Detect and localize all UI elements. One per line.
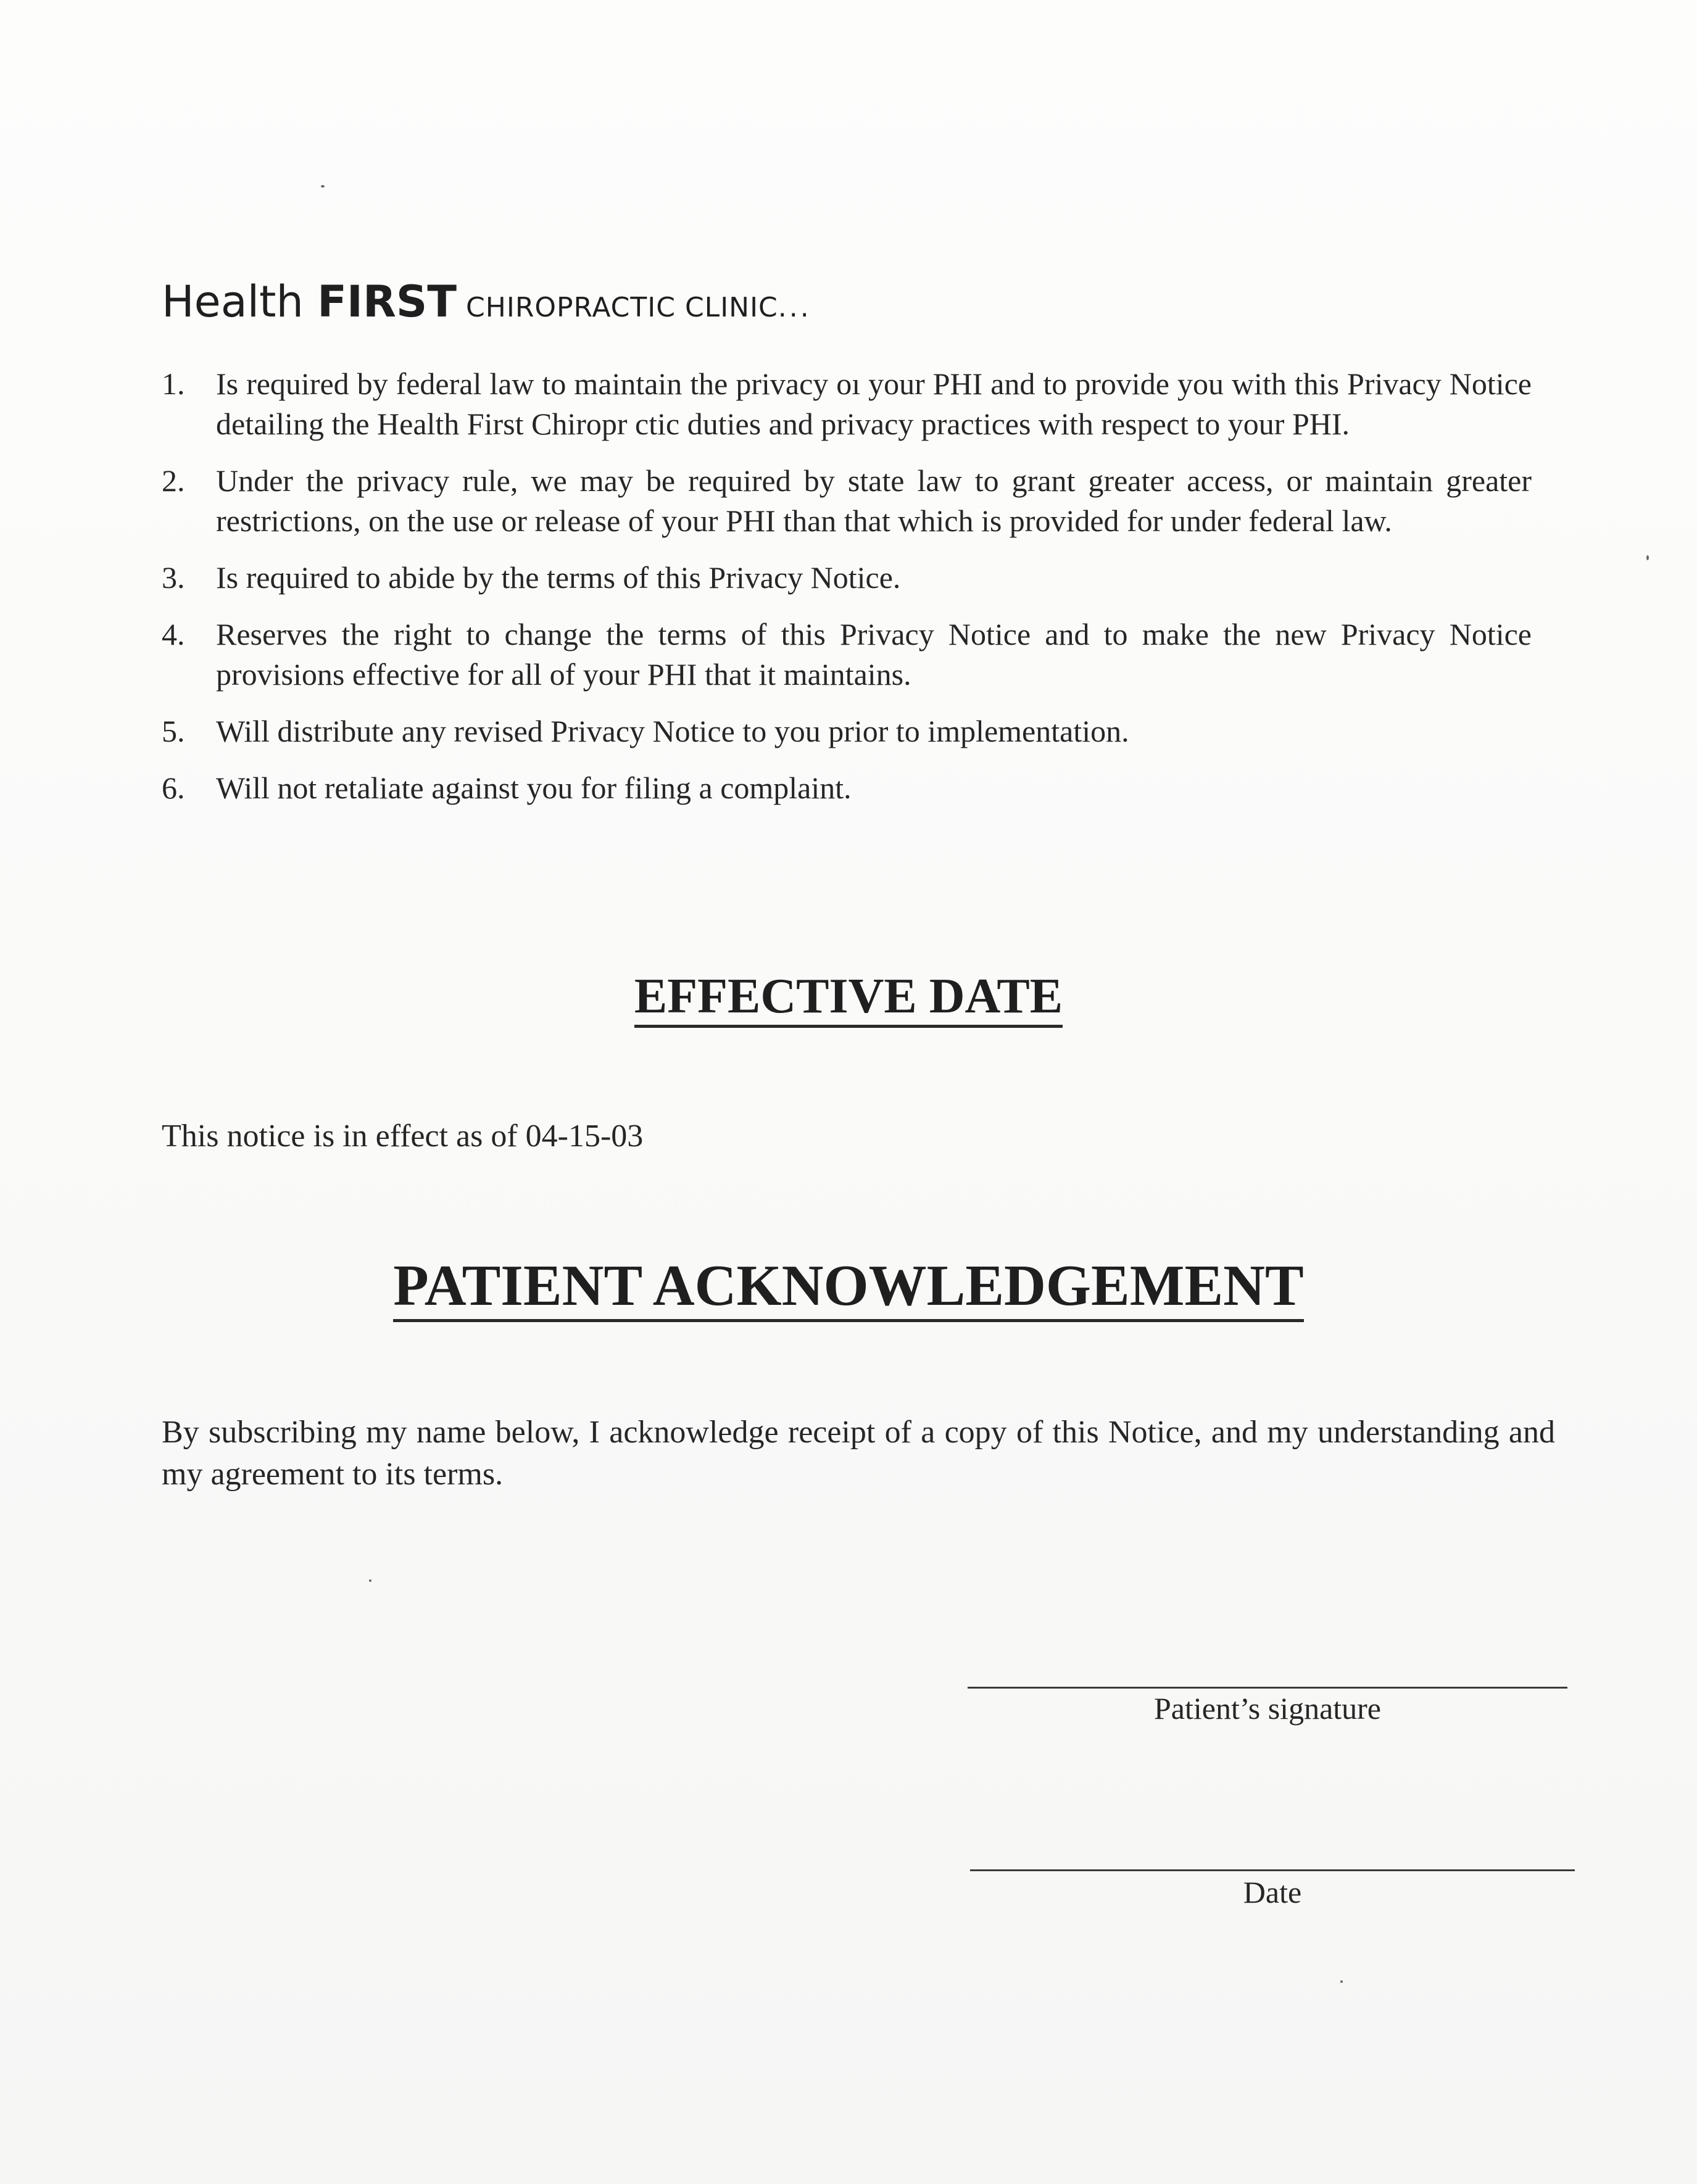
duty-number: 6. — [162, 771, 185, 805]
clinic-name-header — [162, 276, 811, 327]
brand-first-text: FIRST — [317, 276, 457, 327]
duty-text: Will distribute any revised Privacy Notice to you prior to implementation. — [216, 714, 1129, 748]
duty-number: 5. — [162, 714, 185, 748]
brand-ellipsis: ... — [778, 292, 811, 323]
duty-number: 1. — [162, 366, 185, 401]
effective-date-heading: EFFECTIVE DATE — [0, 969, 1697, 1028]
duty-item-6 — [162, 768, 1532, 808]
duty-item-2 — [162, 461, 1532, 541]
brand-clinic-text: CHIROPRACTIC CLINIC — [457, 292, 778, 323]
effective-date-text: This notice is in effect as of 04-15-03 — [162, 1119, 644, 1154]
brand-health-text: Health — [162, 276, 318, 327]
duty-number: 2. — [162, 463, 185, 498]
privacy-duties-list — [162, 364, 1532, 825]
duty-text: Under the privacy rule, we may be required by state law to grant greater access, or maintain greater restrictions, on the use or release of your PHI than that which is provided for under federal law. — [216, 463, 1532, 538]
duty-text: Will not retaliate against you for filing a complaint. — [216, 771, 852, 805]
signature-line[interactable] — [968, 1687, 1567, 1689]
patient-acknowledgement-heading: PATIENT ACKNOWLEDGEMENT — [0, 1252, 1697, 1322]
paper-speck — [321, 185, 325, 188]
duty-item-4 — [162, 614, 1532, 695]
duty-item-1 — [162, 364, 1532, 444]
date-label: Date — [1243, 1875, 1302, 1909]
paper-speck — [1646, 555, 1649, 560]
duty-text: Reserves the right to change the terms of this Privacy Notice and to make the new Privacy Notice provisions effective for all of your PHI that it maintains. — [216, 617, 1532, 692]
paper-speck — [369, 1579, 371, 1582]
signature-label: Patient’s signature — [1154, 1691, 1381, 1726]
paper-speck — [1340, 1980, 1343, 1983]
duty-text: Is required to abide by the terms of this Privacy Notice. — [216, 560, 901, 595]
duty-item-3 — [162, 558, 1532, 598]
duty-number: 3. — [162, 560, 185, 595]
duty-text: Is required by federal law to maintain the privacy oı your PHI and to provide you with this Privacy Notice detailing the Health First Chiropr ctic duties and privacy practices with respect to your PHI. — [216, 366, 1532, 441]
duty-item-5 — [162, 711, 1532, 751]
duty-number: 4. — [162, 617, 185, 651]
date-line[interactable] — [970, 1869, 1575, 1871]
acknowledgement-text: By subscribing my name below, I acknowledge receipt of a copy of this Notice, and my understanding and my agreement to its terms. — [162, 1415, 1555, 1492]
